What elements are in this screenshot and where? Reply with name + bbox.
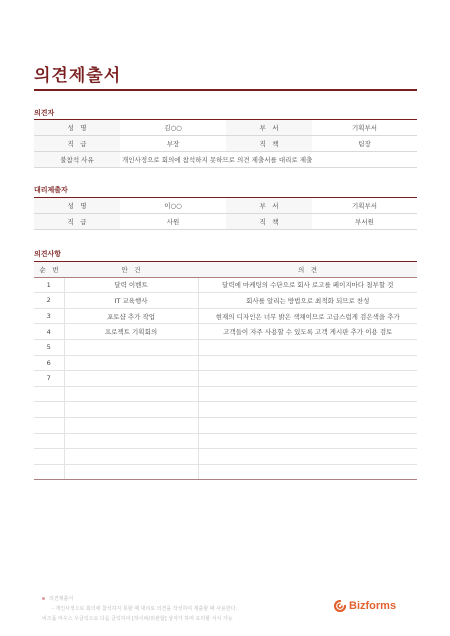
cell-agenda <box>64 371 198 387</box>
value-position: 부서원 <box>312 214 417 230</box>
label-name: 성 명 <box>34 120 120 136</box>
cell-number <box>34 464 64 480</box>
table-row <box>34 120 417 136</box>
cell-number <box>34 433 64 449</box>
header-number: 순 번 <box>34 262 64 278</box>
table-row <box>34 198 417 214</box>
table-row <box>34 417 417 433</box>
cell-number: 6 <box>34 355 64 371</box>
cell-opinion <box>198 386 417 402</box>
label-name: 성 명 <box>34 198 120 214</box>
header-opinion: 의 견 <box>198 262 417 278</box>
cell-number: 2 <box>34 293 64 309</box>
cell-number <box>34 449 64 465</box>
table-row <box>34 308 417 324</box>
table-row <box>34 277 417 293</box>
cell-agenda <box>64 464 198 480</box>
label-rank: 직 급 <box>34 136 120 152</box>
logo-text: Bizforms <box>349 600 397 612</box>
table-row <box>34 449 417 465</box>
value-rank: 사원 <box>120 214 226 230</box>
cell-number: 7 <box>34 371 64 387</box>
cell-opinion <box>198 464 417 480</box>
cell-opinion <box>198 371 417 387</box>
section-title-proxy: 대리제출자 <box>34 186 68 194</box>
table-row <box>34 324 417 340</box>
cell-agenda: 달력 이벤트 <box>64 277 198 293</box>
table-row <box>34 402 417 418</box>
label-position: 직 책 <box>226 136 312 152</box>
cell-number: 3 <box>34 308 64 324</box>
table-row <box>34 214 417 230</box>
cell-opinion <box>198 339 417 355</box>
cell-agenda: IT 교육행사 <box>64 293 198 309</box>
cell-number <box>34 386 64 402</box>
value-name: 김○○ <box>120 120 226 136</box>
label-position: 직 책 <box>226 214 312 230</box>
label-absence-reason: 불참석 사유 <box>34 152 120 168</box>
footer-line-2: 비즈폼 마우스 우클릭으로 다음 클릭하여 [하이퍼/외관합] 상자가 하며 요리할 서식 가능 <box>42 616 233 622</box>
footer-heading: 의견제출서 <box>49 596 74 602</box>
value-absence-reason: 개인사정으로 회의에 참석하지 못하므로 의견 제출서를 대리로 제출 <box>120 152 417 168</box>
cell-agenda <box>64 449 198 465</box>
table-row <box>34 339 417 355</box>
label-rank: 직 급 <box>34 214 120 230</box>
cell-opinion: 현재의 디자인은 너무 밝은 색채이므로 고급스럽게 검은색을 추가 <box>198 308 417 324</box>
bizforms-logo <box>334 600 396 612</box>
cell-opinion <box>198 355 417 371</box>
cell-number <box>34 417 64 433</box>
section-title-opinions: 의견사항 <box>34 250 62 258</box>
table-header-row <box>34 262 417 278</box>
value-rank: 부장 <box>120 136 226 152</box>
cell-agenda <box>64 339 198 355</box>
cell-number: 5 <box>34 339 64 355</box>
cell-number <box>34 402 64 418</box>
table-row <box>34 371 417 387</box>
table-row <box>34 136 417 152</box>
opinions-table <box>34 261 417 480</box>
footer-note <box>42 594 237 624</box>
label-department: 부 서 <box>226 120 312 136</box>
table-row <box>34 386 417 402</box>
bullet-icon <box>42 597 45 600</box>
cell-agenda <box>64 402 198 418</box>
cell-agenda: 포토샵 추가 작업 <box>64 308 198 324</box>
section-title-opinion-holder: 의견자 <box>34 109 55 117</box>
cell-opinion <box>198 433 417 449</box>
header-agenda: 안 건 <box>64 262 198 278</box>
table-row <box>34 433 417 449</box>
footer-line-1: - 개인사정으로 회의에 참석하지 못할 때 대리로 의견을 작성하여 제출할 때 사용한다. <box>52 606 238 612</box>
cell-opinion: 회사를 알리는 방법으로 최적화 되므로 찬성 <box>198 293 417 309</box>
page-title: 의견제출서 <box>34 66 122 86</box>
cell-opinion <box>198 417 417 433</box>
cell-agenda <box>64 386 198 402</box>
cell-agenda <box>64 433 198 449</box>
opinion-holder-table <box>34 119 417 168</box>
value-department: 기획부서 <box>312 198 417 214</box>
cell-agenda <box>64 417 198 433</box>
cell-opinion <box>198 449 417 465</box>
cell-number: 4 <box>34 324 64 340</box>
table-row <box>34 355 417 371</box>
cell-number: 1 <box>34 277 64 293</box>
table-row <box>34 464 417 480</box>
cell-opinion: 달력에 마케팅의 수단으로 회사 로고를 페이지마다 첨부할 것 <box>198 277 417 293</box>
cell-opinion: 고객들이 자주 사용할 수 있도록 고객 게시판 추가 이용 검토 <box>198 324 417 340</box>
label-department: 부 서 <box>226 198 312 214</box>
cell-agenda <box>64 355 198 371</box>
table-row <box>34 293 417 309</box>
table-row <box>34 152 417 168</box>
proxy-table <box>34 197 417 230</box>
cell-opinion <box>198 402 417 418</box>
cell-agenda: 프로젝트 기획회의 <box>64 324 198 340</box>
title-rule <box>34 89 417 91</box>
bizforms-logo-icon <box>334 600 346 612</box>
value-name: 이○○ <box>120 198 226 214</box>
value-department: 기획부서 <box>312 120 417 136</box>
value-position: 팀장 <box>312 136 417 152</box>
